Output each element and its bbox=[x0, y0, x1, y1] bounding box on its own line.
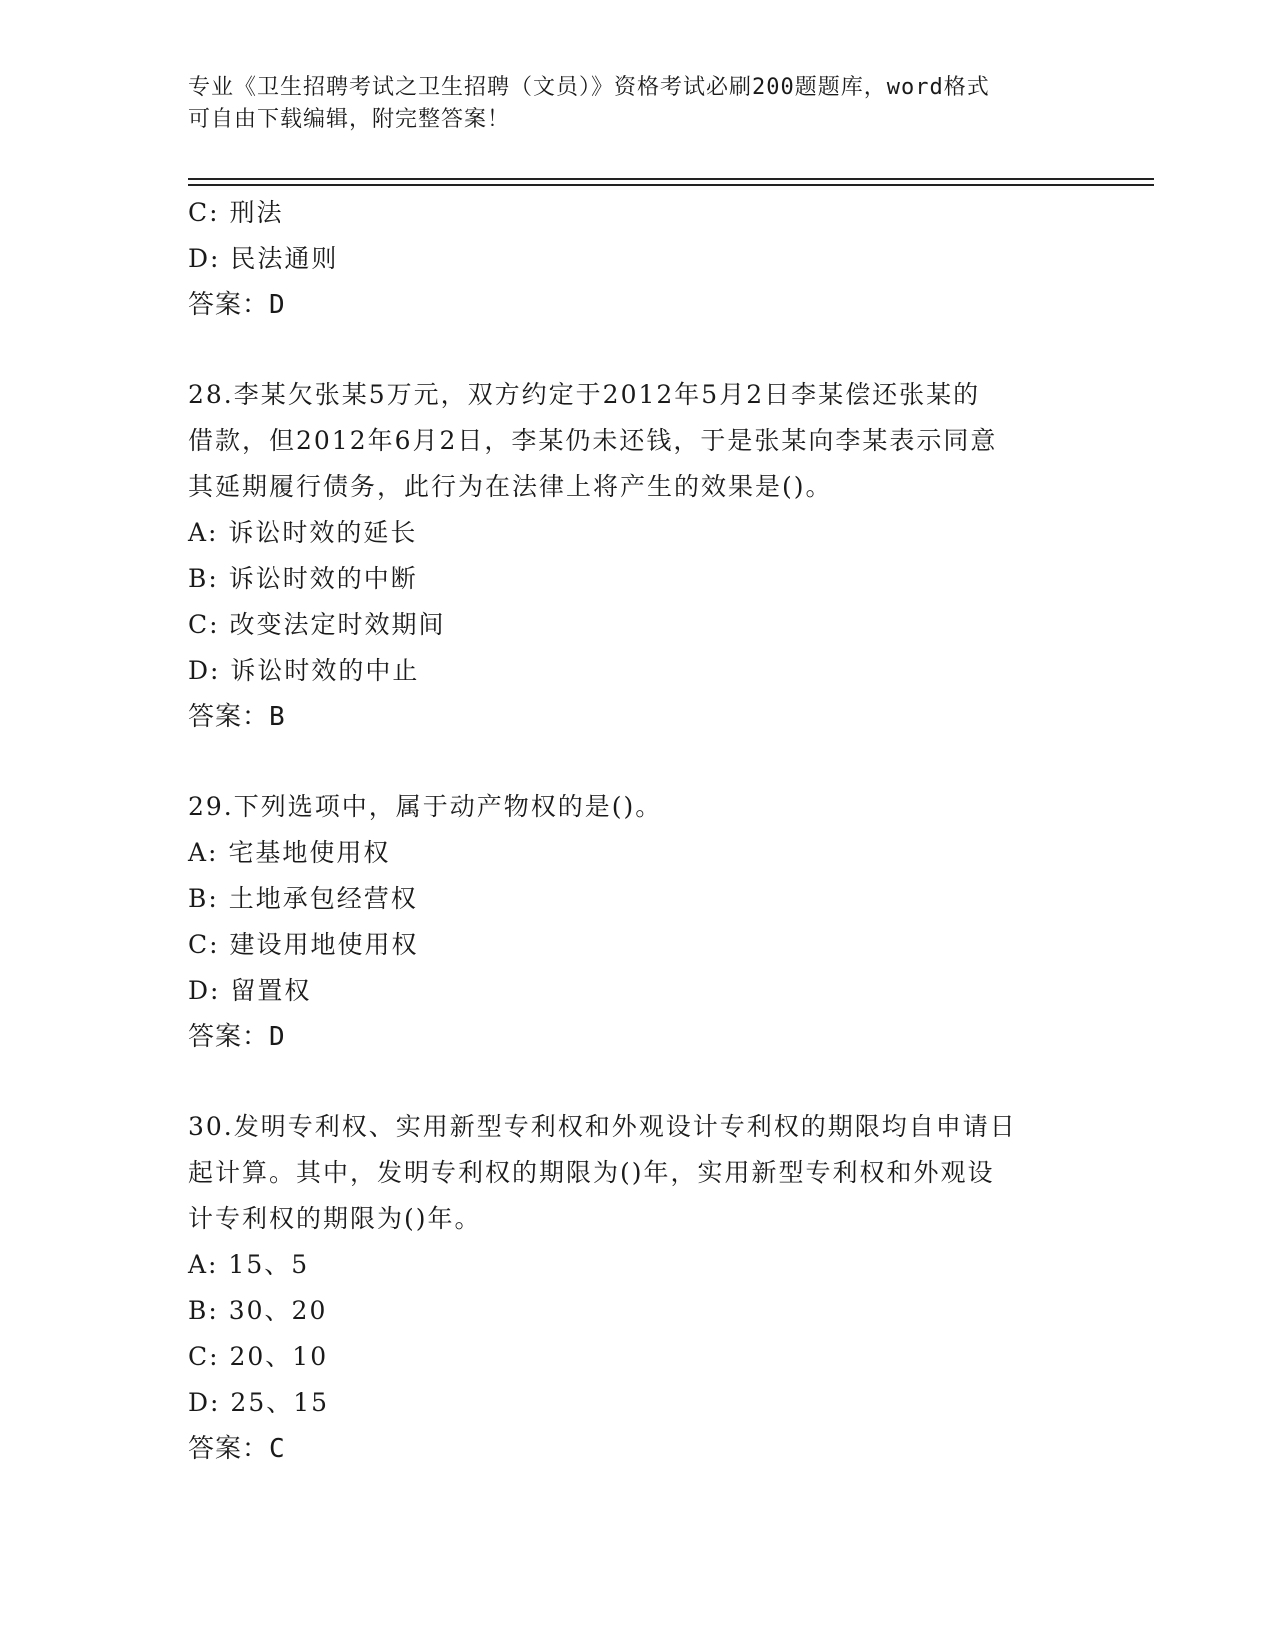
header-line-2: 可自由下载编辑，附完整答案！ bbox=[188, 107, 511, 132]
option-a: A: 诉讼时效的延长 bbox=[188, 518, 418, 547]
question-text-line: 计专利权的期限为()年。 bbox=[188, 1204, 482, 1233]
previous-question-tail bbox=[188, 190, 1088, 328]
question-text-line: 28.李某欠张某5万元，双方约定于2012年5月2日李某偿还张某的 bbox=[188, 380, 981, 409]
answer-label: 答案：C bbox=[188, 1434, 286, 1464]
question-29 bbox=[188, 784, 1088, 1060]
question-30 bbox=[188, 1104, 1088, 1472]
answer-label: 答案：D bbox=[188, 290, 286, 320]
question-28 bbox=[188, 372, 1088, 740]
option-c: C: 20、10 bbox=[188, 1342, 329, 1371]
question-text-line: 30.发明专利权、实用新型专利权和外观设计专利权的期限均自申请日 bbox=[188, 1112, 1017, 1141]
option-d: D: 诉讼时效的中止 bbox=[188, 656, 420, 685]
answer-label: 答案：D bbox=[188, 1022, 286, 1052]
option-a: A: 宅基地使用权 bbox=[188, 838, 391, 867]
option-c: C: 刑法 bbox=[188, 198, 284, 227]
header-line-1: 专业《卫生招聘考试之卫生招聘（文员）》资格考试必刷200题题库，word格式 bbox=[188, 75, 990, 100]
option-d: D: 25、15 bbox=[188, 1388, 330, 1417]
question-text-line: 29.下列选项中，属于动产物权的是()。 bbox=[188, 792, 663, 821]
question-text-line: 起计算。其中，发明专利权的期限为()年，实用新型专利权和外观设 bbox=[188, 1158, 995, 1187]
header-rule-bottom bbox=[188, 184, 1154, 186]
option-b: B: 30、20 bbox=[188, 1296, 328, 1325]
option-a: A: 15、5 bbox=[188, 1250, 310, 1279]
option-b: B: 土地承包经营权 bbox=[188, 884, 418, 913]
answer-label: 答案：B bbox=[188, 702, 286, 732]
option-b: B: 诉讼时效的中断 bbox=[188, 564, 418, 593]
option-c: C: 改变法定时效期间 bbox=[188, 610, 446, 639]
option-d: D: 民法通则 bbox=[188, 244, 339, 273]
option-d: D: 留置权 bbox=[188, 976, 312, 1005]
question-content bbox=[188, 190, 1088, 1472]
option-c: C: 建设用地使用权 bbox=[188, 930, 419, 959]
header-rule-top bbox=[188, 178, 1154, 180]
question-text-line: 其延期履行债务，此行为在法律上将产生的效果是()。 bbox=[188, 472, 833, 501]
question-text-line: 借款，但2012年6月2日，李某仍未还钱，于是张某向李某表示同意 bbox=[188, 426, 998, 455]
document-header bbox=[188, 72, 1088, 136]
